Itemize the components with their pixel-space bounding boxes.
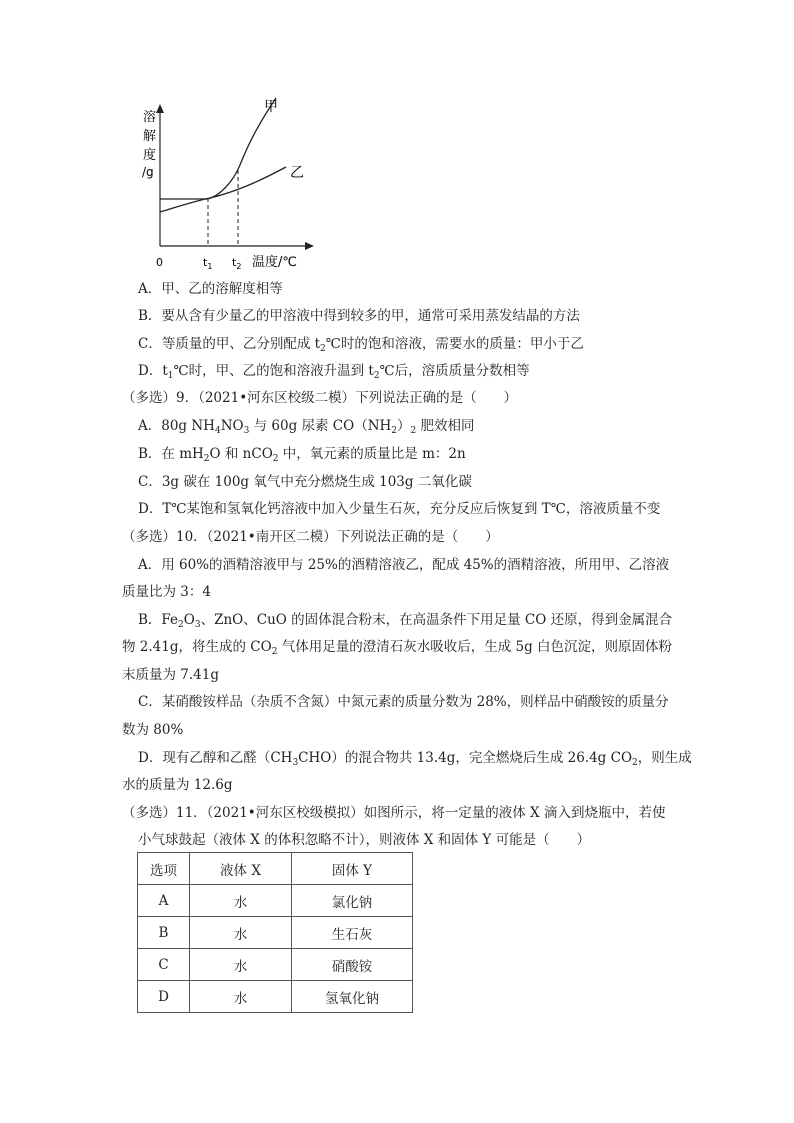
q10-option-b-line3: 末质量为 7.41g: [122, 667, 219, 683]
y-label-4: /g: [142, 165, 154, 179]
curve-jia-label: 甲: [264, 99, 278, 115]
table-cell: 硝酸铵: [292, 949, 413, 981]
q11-stem-line2: 小气球鼓起（液体 X 的体积忽略不计），则液体 X 和固体 Y 可能是（ ）: [138, 832, 591, 848]
table-header-row: [138, 853, 413, 885]
origin-label: 0: [156, 256, 163, 269]
q10-option-b-line1: B．$Fe_2O_3$、ZnO、CuO 的固体混合粉末，在高温条件下用足量 CO 还原，得到金属混合: [138, 612, 673, 630]
table-row: [138, 949, 413, 981]
q10-option-a-line1: A．用 60%的酒精溶液甲与 25%的酒精溶液乙，配成 45%的酒精溶液，所用甲、乙溶液: [138, 557, 670, 573]
q10-option-b-line2: 物 2.41g，将生成的 $CO_2$ 气体用足量的澄清石灰水吸收后，生成 5g 白色沉淀，则原固体粉: [122, 639, 673, 657]
table-cell: D: [138, 981, 190, 1013]
q9-option-b: B．在 $mH_2O$ 和 nCO$_2$ 中，氧元素的质量比是 m：2n: [138, 446, 466, 464]
q10-option-c-line2: 数为 80%: [122, 722, 184, 738]
table-row: [138, 981, 413, 1013]
y-label-2: 解: [143, 129, 157, 144]
table-header: 液体 X: [190, 853, 292, 885]
q10-option-c-line1: C．某硝酸铵样品（杂质不含氮）中氮元素的质量分数为 28%，则样品中硝酸铵的质量分: [138, 694, 669, 710]
x-axis-arrow: [305, 242, 314, 250]
q9-stem: （多选）9．（2021•河东区校级二模）下列说法正确的是（ ）: [122, 390, 518, 406]
q10-stem: （多选）10．（2021•南开区二模）下列说法正确的是（ ）: [122, 529, 499, 545]
table-cell: 水: [190, 949, 292, 981]
table-cell: 水: [190, 885, 292, 917]
curve-yi-label: 乙: [290, 165, 304, 181]
table-cell: 氯化钠: [292, 885, 413, 917]
t1-label: $t_1$: [203, 256, 213, 271]
q9-option-a: A．80g $NH_4NO_3$ 与 60g 尿素 $CO(NH_2)_2$ 肥效相同: [138, 418, 475, 436]
q11-options-table: [137, 852, 413, 1013]
table-cell: A: [138, 885, 190, 917]
q8-option-c: C．等质量的甲、乙分别配成 $t_2℃$时的饱和溶液，需要水的质量：甲小于乙: [138, 336, 584, 354]
table-cell: 生石灰: [292, 917, 413, 949]
table-cell: C: [138, 949, 190, 981]
q9-option-d: D．T℃某饱和氢氧化钙溶液中加入少量生石灰，充分反应后恢复到 T℃，溶液质量不变: [138, 501, 661, 517]
q8-option-a: A．甲、乙的溶解度相等: [138, 281, 283, 297]
table-row: [138, 885, 413, 917]
x-axis-label: 温度/℃: [252, 255, 297, 270]
y-label-3: 度: [143, 148, 157, 163]
y-axis-arrow: [156, 104, 164, 113]
table-cell: B: [138, 917, 190, 949]
table-cell: 氢氧化钠: [292, 981, 413, 1013]
q8-option-d: D．$t_1℃$时，甲、乙的饱和溶液升温到 $t_2℃$后，溶质质量分数相等: [138, 363, 530, 381]
y-label-1: 溶: [143, 110, 157, 125]
t2-label: $t_2$: [232, 256, 242, 271]
q8-option-b: B．要从含有少量乙的甲溶液中得到较多的甲，通常可采用蒸发结晶的方法: [138, 308, 580, 324]
table-header: 固体 Y: [292, 853, 413, 885]
q9-option-c: C．3g 碳在 100g 氧气中充分燃烧生成 103g 二氧化碳: [138, 474, 472, 490]
table-cell: 水: [190, 917, 292, 949]
solubility-graph: [0, 0, 794, 280]
table-row: [138, 917, 413, 949]
table-header: 选项: [138, 853, 190, 885]
q10-option-d-line2: 水的质量为 12.6g: [122, 777, 233, 793]
q10-option-a-line2: 质量比为 3：4: [122, 584, 211, 600]
q10-option-d-line1: D．现有乙醇和乙醛$(CH_3CHO)$的混合物共 13.4g，完全燃烧后生成 26.4g $CO_2$，则生成: [138, 750, 692, 768]
q11-stem-line1: （多选）11．（2021•河东区校级模拟）如图所示，将一定量的液体 X 滴入到烧瓶中，若使: [122, 805, 666, 821]
curve-jia: [160, 98, 276, 199]
table-cell: 水: [190, 981, 292, 1013]
